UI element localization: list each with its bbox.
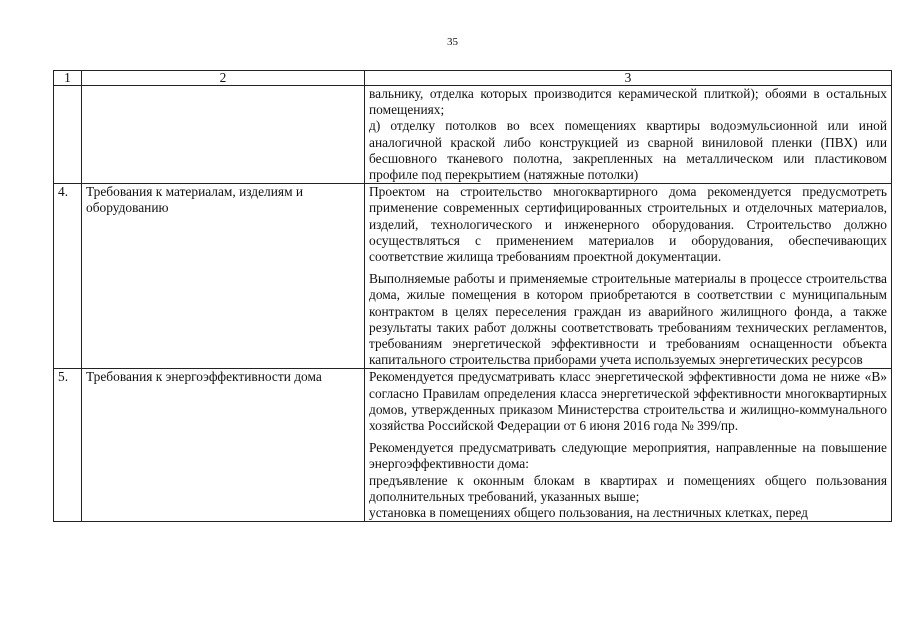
page-number: 35 <box>447 36 458 48</box>
content-paragraph: Проектом на строительство многоквартирного дома рекомендуется предусмотреть применение современных сертифицированных строительных и отделочных материалов, изделий, технологического и инженерного оборудования. Строительство должно осуществляться с применением материалов и оборудования, обеспечивающих соответствие жилища требованиям проектной документации. <box>369 184 887 265</box>
table-row <box>54 184 892 369</box>
header-col-2: 2 <box>82 71 365 86</box>
header-col-3: 3 <box>365 71 892 86</box>
content-paragraph: Выполняемые работы и применяемые строительные материалы в процессе строительства дома, жилые помещения в котором приобретаются в соответствии с муниципальным контрактом в целях переселения граждан из аварийного жилищного фонда, а также результаты таких работ должны соответствовать требованиям технических регламентов, требованиям энергетической эффективности и требованиям оснащенности объекта капитального строительства приборами учета используемых энергетических ресурсов <box>369 271 887 368</box>
row-content <box>365 86 892 184</box>
content-paragraph: предъявление к оконным блокам в квартирах и помещениях общего пользования дополнительных требований, указанных выше; <box>369 472 887 504</box>
row-label: Требования к материалам, изделиям и оборудованию <box>82 184 365 369</box>
content-paragraph: Рекомендуется предусматривать следующие мероприятия, направленные на повышение энергоэффективности дома: <box>369 440 887 472</box>
row-number <box>54 86 82 184</box>
content-paragraph: Рекомендуется предусматривать класс энергетической эффективности дома не ниже «В» согласно Правилам определения класса энергетической эффективности многоквартирных домов, утвержденных приказом Министерства строительства и жилищно-коммунального хозяйства Российской Федерации от 6 июня 2016 года № 399/пр. <box>369 369 887 434</box>
content-paragraph: д) отделку потолков во всех помещениях квартиры водоэмульсионной или иной аналогичной краской либо конструкцией из сварной виниловой пленки (ПВХ) или бесшовного тканевого полотна, закрепленных на металлическом или пластиковом профиле под перекрытием (натяжные потолки) <box>369 118 887 183</box>
row-number: 4. <box>54 184 82 369</box>
row-content <box>365 184 892 369</box>
content-paragraph: установка в помещениях общего пользования, на лестничных клетках, перед <box>369 505 808 521</box>
row-content <box>365 369 892 522</box>
row-label <box>82 86 365 184</box>
row-label: Требования к энергоэффективности дома <box>82 369 365 522</box>
requirements-table <box>53 70 892 522</box>
table-row <box>54 369 892 522</box>
content-paragraph: вальнику, отделка которых производится керамической плиткой); обоями в остальных помещениях; <box>369 86 887 118</box>
header-col-1: 1 <box>54 71 82 86</box>
table-header-row <box>54 71 892 86</box>
row-number: 5. <box>54 369 82 522</box>
table-row <box>54 86 892 184</box>
